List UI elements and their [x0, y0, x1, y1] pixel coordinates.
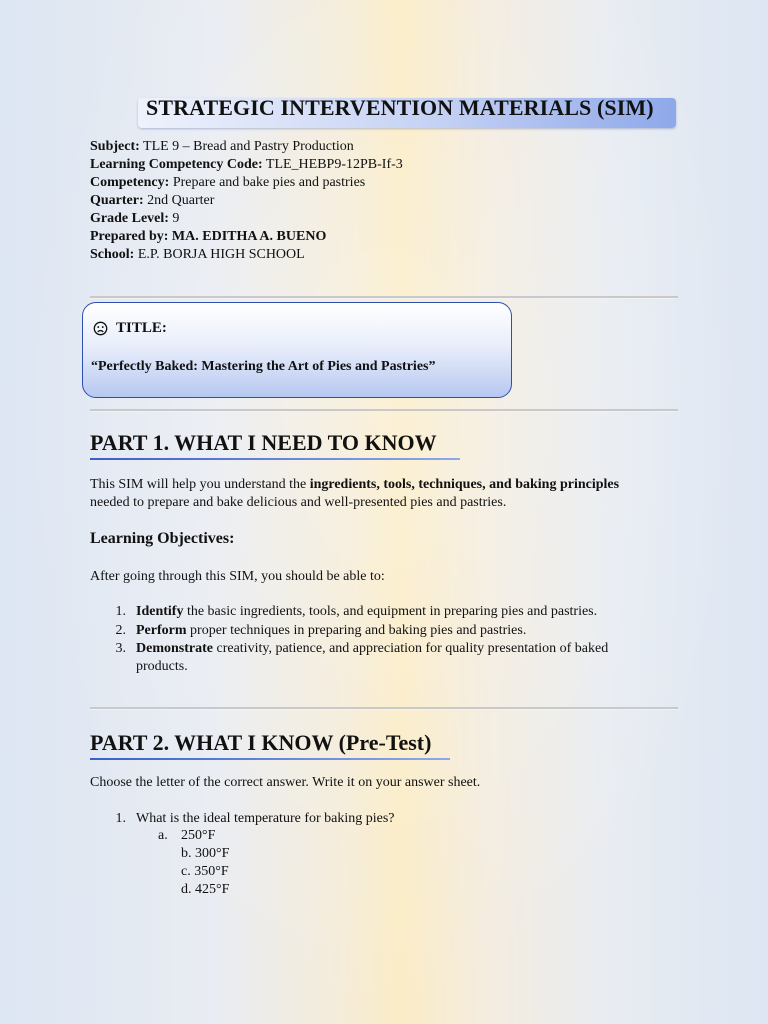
part1-intro: [90, 476, 680, 512]
info-label: Prepared by:: [90, 229, 169, 244]
info-value: TLE 9 – Bread and Pastry Production: [143, 139, 354, 154]
info-subject: [90, 138, 403, 156]
list-number: 3.: [115, 641, 126, 656]
info-value: TLE_HEBP9-12PB-If-3: [265, 157, 403, 172]
document-title: STRATEGIC INTERVENTION MATERIALS (SIM): [146, 95, 654, 120]
objectives-intro: After going through this SIM, you should be able to:: [90, 569, 385, 584]
list-text-continued: products.: [136, 659, 188, 674]
intro-suffix: needed to prepare and bake delicious and well-presented pies and pastries.: [90, 495, 507, 510]
answer-choice: [181, 864, 229, 880]
objectives-heading: Learning Objectives:: [90, 530, 235, 547]
part2-heading: PART 2. WHAT I KNOW (Pre-Test): [90, 730, 432, 755]
choice-text: 425°F: [195, 882, 230, 897]
list-text-bold: Demonstrate: [136, 641, 213, 656]
choice-text: 250°F: [181, 828, 216, 843]
info-value: E.P. BORJA HIGH SCHOOL: [137, 247, 305, 262]
choice-letter: a.: [158, 828, 168, 843]
list-text-rest: the basic ingredients, tools, and equipment in preparing pies and pastries.: [183, 604, 598, 619]
divider: [90, 296, 678, 299]
intro-bold: ingredients, tools, techniques, and baking principles: [309, 477, 620, 492]
info-label: School:: [90, 247, 135, 262]
choice-letter: b.: [181, 846, 192, 861]
info-label: Quarter:: [90, 193, 144, 208]
list-text-bold: Perform: [136, 623, 187, 638]
list-text-rest: proper techniques in preparing and baking pies and pastries.: [186, 623, 527, 638]
info-label: Competency:: [90, 175, 170, 190]
title-box: [82, 302, 512, 398]
title-label: TITLE:: [116, 320, 167, 336]
title-quote: “Perfectly Baked: Mastering the Art of Pies and Pastries”: [91, 359, 436, 374]
list-text-rest: creativity, patience, and appreciation for quality presentation of baked: [212, 641, 609, 656]
answer-choice: [181, 846, 229, 862]
choice-letter: c.: [181, 864, 191, 879]
info-competency: [90, 174, 403, 192]
answer-choice: [158, 828, 216, 844]
list-text: [136, 640, 608, 658]
info-block: [90, 138, 403, 264]
list-number: 1.: [115, 604, 126, 619]
info-value: MA. EDITHA A. BUENO: [171, 229, 327, 244]
sad-face-icon: [93, 321, 108, 336]
divider: [90, 409, 678, 412]
divider: [90, 707, 678, 710]
part2-instructions: Choose the letter of the correct answer. Write it on your answer sheet.: [90, 775, 481, 790]
info-quarter: [90, 192, 403, 210]
choice-text: 300°F: [195, 846, 230, 861]
choice-text: 350°F: [194, 864, 229, 879]
list-text: [136, 603, 597, 621]
choice-letter: d.: [181, 882, 192, 897]
part1-heading: PART 1. WHAT I NEED TO KNOW: [90, 430, 437, 455]
part1-underline: [90, 458, 460, 460]
info-grade-level: [90, 210, 403, 228]
info-label: Subject:: [90, 139, 140, 154]
list-number: 2.: [115, 623, 126, 638]
info-value: 9: [172, 211, 180, 226]
info-label: Learning Competency Code:: [90, 157, 263, 172]
info-value: Prepare and bake pies and pastries: [172, 175, 366, 190]
info-competency-code: [90, 156, 403, 174]
part2-underline: [90, 758, 450, 760]
list-text: [136, 622, 526, 640]
info-label: Grade Level:: [90, 211, 169, 226]
info-value: 2nd Quarter: [147, 193, 215, 208]
title-label-row: [93, 320, 167, 337]
info-prepared-by: [90, 228, 403, 246]
question-number: 1.: [115, 811, 126, 826]
question-text: What is the ideal temperature for baking pies?: [136, 811, 395, 826]
info-school: [90, 246, 403, 264]
list-text-bold: Identify: [136, 604, 184, 619]
intro-prefix: This SIM will help you understand the: [90, 477, 310, 492]
answer-choice: [181, 882, 229, 898]
